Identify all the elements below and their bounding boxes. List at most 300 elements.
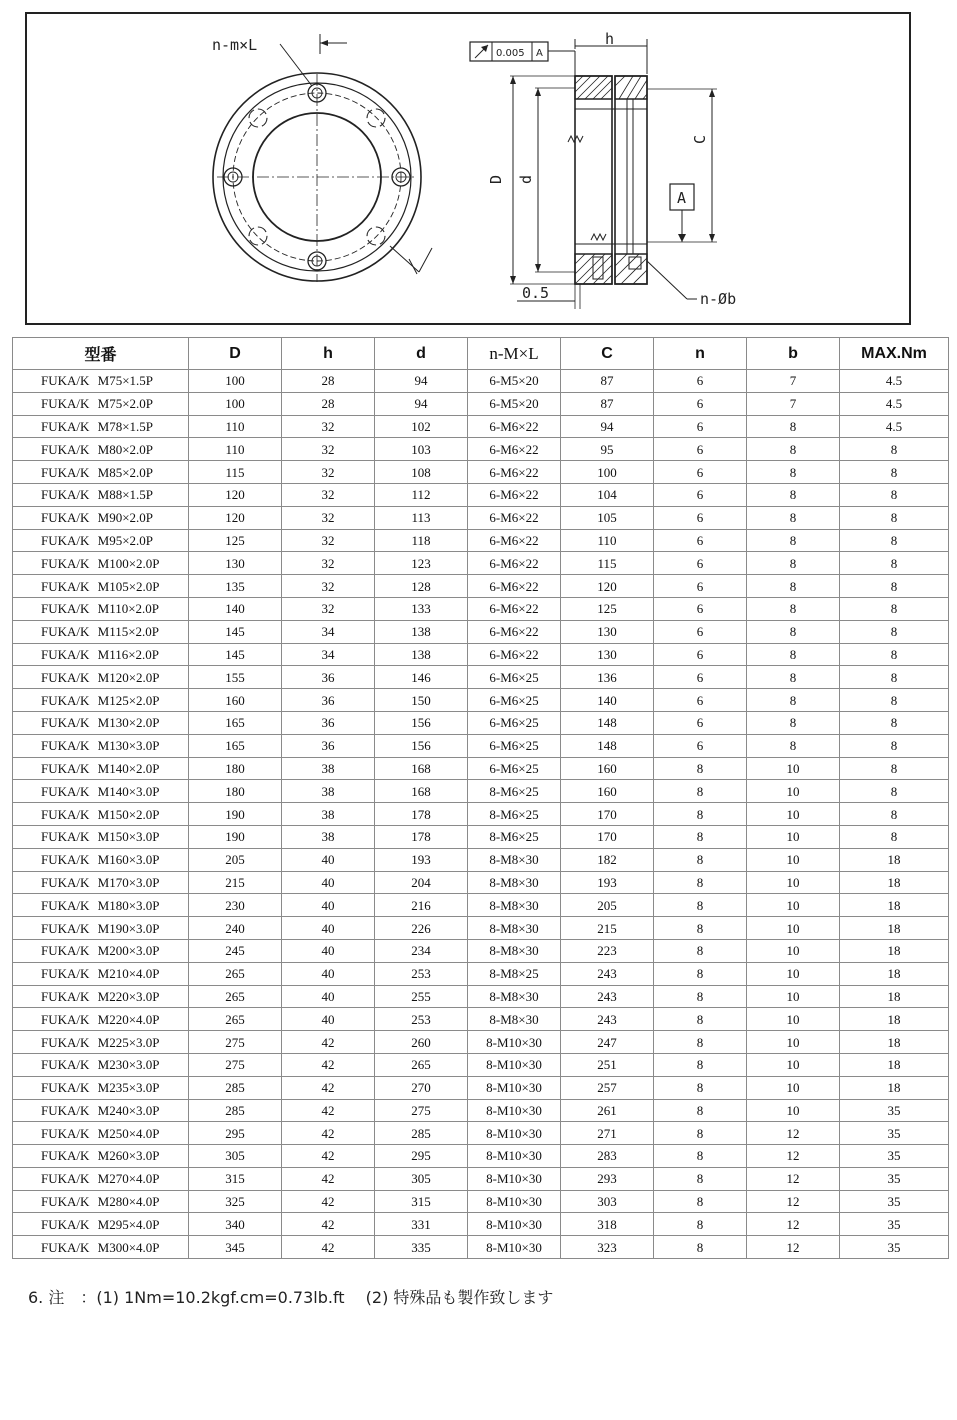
cell-max-torque: 18 xyxy=(840,1076,949,1099)
cell-max-torque: 4.5 xyxy=(840,392,949,415)
cell-D: 100 xyxy=(189,392,282,415)
cell-d: 146 xyxy=(375,666,468,689)
cell-D: 120 xyxy=(189,506,282,529)
cell-h: 36 xyxy=(282,666,375,689)
cell-C: 115 xyxy=(561,552,654,575)
cell-n: 8 xyxy=(654,848,747,871)
cell-h: 32 xyxy=(282,575,375,598)
cell-C: 160 xyxy=(561,780,654,803)
cell-model: FUKA/K M180×3.0P xyxy=(13,894,189,917)
tolerance-value: 0.005 xyxy=(496,48,525,59)
cell-max-torque: 35 xyxy=(840,1190,949,1213)
cell-C: 87 xyxy=(561,392,654,415)
cell-thread: 6-M6×25 xyxy=(468,689,561,712)
cell-C: 223 xyxy=(561,939,654,962)
cell-thread: 8-M10×30 xyxy=(468,1053,561,1076)
cell-model: FUKA/K M280×4.0P xyxy=(13,1190,189,1213)
cell-D: 275 xyxy=(189,1053,282,1076)
table-row xyxy=(13,415,949,438)
cell-max-torque: 8 xyxy=(840,552,949,575)
cell-D: 100 xyxy=(189,370,282,393)
cell-h: 40 xyxy=(282,939,375,962)
cell-thread: 8-M8×30 xyxy=(468,939,561,962)
cell-D: 190 xyxy=(189,825,282,848)
cell-d: 133 xyxy=(375,597,468,620)
table-row xyxy=(13,620,949,643)
cell-h: 40 xyxy=(282,894,375,917)
cell-D: 215 xyxy=(189,871,282,894)
table-row xyxy=(13,962,949,985)
cell-n: 8 xyxy=(654,1053,747,1076)
cell-thread: 6-M6×25 xyxy=(468,666,561,689)
cell-h: 32 xyxy=(282,483,375,506)
cell-n: 8 xyxy=(654,757,747,780)
cell-C: 261 xyxy=(561,1099,654,1122)
cell-D: 145 xyxy=(189,643,282,666)
table-row xyxy=(13,1053,949,1076)
cell-C: 130 xyxy=(561,643,654,666)
cell-b: 10 xyxy=(747,871,840,894)
cell-h: 42 xyxy=(282,1213,375,1236)
cell-n: 6 xyxy=(654,370,747,393)
cell-h: 40 xyxy=(282,917,375,940)
cell-D: 265 xyxy=(189,1008,282,1031)
cell-model: FUKA/K M116×2.0P xyxy=(13,643,189,666)
cell-d: 255 xyxy=(375,985,468,1008)
cell-max-torque: 8 xyxy=(840,597,949,620)
cell-D: 265 xyxy=(189,985,282,1008)
cell-d: 113 xyxy=(375,506,468,529)
cell-d: 193 xyxy=(375,848,468,871)
header-n: n xyxy=(654,338,747,370)
cell-D: 345 xyxy=(189,1236,282,1259)
cell-max-torque: 35 xyxy=(840,1122,949,1145)
table-row xyxy=(13,666,949,689)
cell-b: 7 xyxy=(747,392,840,415)
cell-d: 112 xyxy=(375,483,468,506)
cell-thread: 8-M6×25 xyxy=(468,825,561,848)
cell-C: 100 xyxy=(561,461,654,484)
cell-h: 32 xyxy=(282,438,375,461)
table-row xyxy=(13,1236,949,1259)
cell-max-torque: 8 xyxy=(840,757,949,780)
header-thread: n-M×L xyxy=(468,338,561,370)
cell-b: 10 xyxy=(747,780,840,803)
cell-D: 165 xyxy=(189,734,282,757)
cell-D: 305 xyxy=(189,1145,282,1168)
table-row xyxy=(13,1099,949,1122)
cell-h: 32 xyxy=(282,597,375,620)
cell-thread: 6-M6×25 xyxy=(468,734,561,757)
cell-thread: 6-M6×22 xyxy=(468,575,561,598)
cell-d: 253 xyxy=(375,962,468,985)
cell-thread: 8-M8×30 xyxy=(468,848,561,871)
cell-b: 12 xyxy=(747,1145,840,1168)
cell-d: 102 xyxy=(375,415,468,438)
cell-D: 125 xyxy=(189,529,282,552)
cell-C: 95 xyxy=(561,438,654,461)
cell-n: 8 xyxy=(654,825,747,848)
cell-b: 7 xyxy=(747,370,840,393)
cell-C: 130 xyxy=(561,620,654,643)
table-row xyxy=(13,757,949,780)
cell-thread: 6-M6×25 xyxy=(468,757,561,780)
table-row xyxy=(13,734,949,757)
cell-d: 260 xyxy=(375,1031,468,1054)
cell-n: 6 xyxy=(654,552,747,575)
cell-n: 6 xyxy=(654,529,747,552)
cell-max-torque: 8 xyxy=(840,666,949,689)
footnote: 6. 注 ：(1) 1Nm=10.2kgf.cm=0.73lb.ft (2) 特殊品も製作致します xyxy=(28,1288,554,1307)
cell-d: 315 xyxy=(375,1190,468,1213)
cell-model: FUKA/K M160×3.0P xyxy=(13,848,189,871)
cell-d: 108 xyxy=(375,461,468,484)
cell-d: 118 xyxy=(375,529,468,552)
table-row xyxy=(13,506,949,529)
cell-b: 10 xyxy=(747,917,840,940)
header-row xyxy=(13,338,949,370)
spec-table xyxy=(12,337,949,1259)
cell-b: 12 xyxy=(747,1190,840,1213)
cell-h: 42 xyxy=(282,1099,375,1122)
table-row xyxy=(13,1190,949,1213)
cell-thread: 8-M8×30 xyxy=(468,917,561,940)
cell-h: 28 xyxy=(282,370,375,393)
cell-b: 8 xyxy=(747,620,840,643)
cell-b: 8 xyxy=(747,666,840,689)
cell-D: 285 xyxy=(189,1076,282,1099)
cell-b: 10 xyxy=(747,962,840,985)
cell-n: 6 xyxy=(654,438,747,461)
table-row xyxy=(13,597,949,620)
cell-thread: 8-M8×30 xyxy=(468,894,561,917)
cell-model: FUKA/K M260×3.0P xyxy=(13,1145,189,1168)
cell-n: 6 xyxy=(654,392,747,415)
cell-h: 42 xyxy=(282,1190,375,1213)
cell-max-torque: 18 xyxy=(840,939,949,962)
cell-b: 8 xyxy=(747,575,840,598)
cell-C: 94 xyxy=(561,415,654,438)
table-row xyxy=(13,529,949,552)
cell-b: 10 xyxy=(747,1008,840,1031)
cell-model: FUKA/K M220×4.0P xyxy=(13,1008,189,1031)
cell-n: 8 xyxy=(654,939,747,962)
cell-max-torque: 8 xyxy=(840,529,949,552)
section-view xyxy=(470,39,717,309)
cell-model: FUKA/K M88×1.5P xyxy=(13,483,189,506)
cell-C: 120 xyxy=(561,575,654,598)
cell-max-torque: 8 xyxy=(840,825,949,848)
cell-h: 40 xyxy=(282,1008,375,1031)
cell-max-torque: 8 xyxy=(840,643,949,666)
technical-drawing xyxy=(25,12,911,325)
cell-max-torque: 8 xyxy=(840,438,949,461)
cell-D: 155 xyxy=(189,666,282,689)
cell-model: FUKA/K M95×2.0P xyxy=(13,529,189,552)
cell-D: 265 xyxy=(189,962,282,985)
cell-max-torque: 4.5 xyxy=(840,370,949,393)
cell-b: 10 xyxy=(747,1031,840,1054)
cell-D: 275 xyxy=(189,1031,282,1054)
cell-n: 6 xyxy=(654,689,747,712)
cell-d: 178 xyxy=(375,803,468,826)
table-row xyxy=(13,1122,949,1145)
cell-d: 156 xyxy=(375,734,468,757)
cell-h: 38 xyxy=(282,780,375,803)
cell-C: 257 xyxy=(561,1076,654,1099)
table-row xyxy=(13,461,949,484)
cell-n: 8 xyxy=(654,894,747,917)
cell-max-torque: 35 xyxy=(840,1099,949,1122)
cell-C: 104 xyxy=(561,483,654,506)
cell-D: 295 xyxy=(189,1122,282,1145)
cell-D: 245 xyxy=(189,939,282,962)
header-d: d xyxy=(375,338,468,370)
cell-d: 204 xyxy=(375,871,468,894)
cell-C: 182 xyxy=(561,848,654,871)
cell-model: FUKA/K M200×3.0P xyxy=(13,939,189,962)
thread-callout: n-m×L xyxy=(212,36,258,54)
cell-b: 8 xyxy=(747,711,840,734)
cell-b: 8 xyxy=(747,438,840,461)
cell-model: FUKA/K M115×2.0P xyxy=(13,620,189,643)
cell-d: 335 xyxy=(375,1236,468,1259)
cell-C: 148 xyxy=(561,734,654,757)
cell-h: 36 xyxy=(282,734,375,757)
cell-n: 6 xyxy=(654,734,747,757)
cell-model: FUKA/K M80×2.0P xyxy=(13,438,189,461)
cell-h: 34 xyxy=(282,643,375,666)
cell-C: 243 xyxy=(561,985,654,1008)
cell-h: 42 xyxy=(282,1076,375,1099)
cell-max-torque: 8 xyxy=(840,461,949,484)
cell-model: FUKA/K M300×4.0P xyxy=(13,1236,189,1259)
cell-D: 120 xyxy=(189,483,282,506)
cell-h: 32 xyxy=(282,415,375,438)
cell-max-torque: 8 xyxy=(840,780,949,803)
header-C: C xyxy=(561,338,654,370)
cell-h: 40 xyxy=(282,848,375,871)
cell-model: FUKA/K M295×4.0P xyxy=(13,1213,189,1236)
cell-C: 140 xyxy=(561,689,654,712)
cell-d: 331 xyxy=(375,1213,468,1236)
cell-n: 8 xyxy=(654,1031,747,1054)
cell-thread: 6-M5×20 xyxy=(468,392,561,415)
cell-d: 178 xyxy=(375,825,468,848)
cell-C: 247 xyxy=(561,1031,654,1054)
cell-b: 8 xyxy=(747,597,840,620)
cell-b: 10 xyxy=(747,757,840,780)
cell-h: 42 xyxy=(282,1145,375,1168)
cell-b: 8 xyxy=(747,734,840,757)
cell-thread: 6-M6×22 xyxy=(468,415,561,438)
cell-thread: 8-M10×30 xyxy=(468,1076,561,1099)
cell-C: 323 xyxy=(561,1236,654,1259)
cell-model: FUKA/K M270×4.0P xyxy=(13,1167,189,1190)
cell-n: 8 xyxy=(654,1190,747,1213)
cell-C: 87 xyxy=(561,370,654,393)
cell-b: 12 xyxy=(747,1213,840,1236)
cell-D: 140 xyxy=(189,597,282,620)
cell-d: 305 xyxy=(375,1167,468,1190)
cell-C: 125 xyxy=(561,597,654,620)
table-row xyxy=(13,1031,949,1054)
cell-max-torque: 35 xyxy=(840,1167,949,1190)
cell-b: 8 xyxy=(747,529,840,552)
cell-max-torque: 8 xyxy=(840,483,949,506)
cell-h: 38 xyxy=(282,757,375,780)
cell-D: 230 xyxy=(189,894,282,917)
dim-C-label: C xyxy=(691,134,709,144)
cell-n: 6 xyxy=(654,597,747,620)
cell-b: 8 xyxy=(747,415,840,438)
cell-n: 8 xyxy=(654,1213,747,1236)
cell-D: 180 xyxy=(189,757,282,780)
cell-n: 8 xyxy=(654,985,747,1008)
cell-C: 243 xyxy=(561,1008,654,1031)
cell-max-torque: 8 xyxy=(840,711,949,734)
cell-h: 32 xyxy=(282,506,375,529)
cell-d: 253 xyxy=(375,1008,468,1031)
table-row xyxy=(13,871,949,894)
cell-n: 6 xyxy=(654,415,747,438)
cell-b: 8 xyxy=(747,506,840,529)
cell-h: 34 xyxy=(282,620,375,643)
table-row xyxy=(13,1076,949,1099)
cell-thread: 8-M10×30 xyxy=(468,1236,561,1259)
table-row xyxy=(13,483,949,506)
cell-C: 193 xyxy=(561,871,654,894)
cell-b: 8 xyxy=(747,689,840,712)
cell-b: 10 xyxy=(747,985,840,1008)
cell-max-torque: 8 xyxy=(840,575,949,598)
cell-model: FUKA/K M140×3.0P xyxy=(13,780,189,803)
cell-model: FUKA/K M90×2.0P xyxy=(13,506,189,529)
table-row xyxy=(13,1008,949,1031)
cell-thread: 8-M10×30 xyxy=(468,1167,561,1190)
cell-thread: 6-M6×22 xyxy=(468,438,561,461)
cell-d: 234 xyxy=(375,939,468,962)
cell-model: FUKA/K M78×1.5P xyxy=(13,415,189,438)
cell-model: FUKA/K M235×3.0P xyxy=(13,1076,189,1099)
cell-b: 10 xyxy=(747,848,840,871)
cell-n: 8 xyxy=(654,1236,747,1259)
table-row xyxy=(13,370,949,393)
cell-C: 215 xyxy=(561,917,654,940)
cell-max-torque: 18 xyxy=(840,1008,949,1031)
cell-thread: 8-M10×30 xyxy=(468,1190,561,1213)
cell-C: 283 xyxy=(561,1145,654,1168)
cell-h: 38 xyxy=(282,825,375,848)
cell-d: 216 xyxy=(375,894,468,917)
cell-h: 32 xyxy=(282,461,375,484)
cell-b: 8 xyxy=(747,643,840,666)
cell-max-torque: 4.5 xyxy=(840,415,949,438)
cell-max-torque: 8 xyxy=(840,689,949,712)
cell-n: 8 xyxy=(654,962,747,985)
cell-model: FUKA/K M110×2.0P xyxy=(13,597,189,620)
cell-n: 6 xyxy=(654,666,747,689)
cell-C: 170 xyxy=(561,825,654,848)
cell-b: 10 xyxy=(747,803,840,826)
cell-max-torque: 18 xyxy=(840,1053,949,1076)
cell-thread: 8-M10×30 xyxy=(468,1213,561,1236)
cell-d: 103 xyxy=(375,438,468,461)
cell-thread: 6-M6×22 xyxy=(468,461,561,484)
drawing-svg xyxy=(27,14,911,325)
cell-D: 285 xyxy=(189,1099,282,1122)
cell-d: 265 xyxy=(375,1053,468,1076)
cell-thread: 8-M8×30 xyxy=(468,1008,561,1031)
table-row xyxy=(13,780,949,803)
cell-h: 42 xyxy=(282,1031,375,1054)
cell-model: FUKA/K M120×2.0P xyxy=(13,666,189,689)
table-row xyxy=(13,552,949,575)
cell-thread: 8-M10×30 xyxy=(468,1122,561,1145)
cell-d: 128 xyxy=(375,575,468,598)
cell-h: 28 xyxy=(282,392,375,415)
table-row xyxy=(13,643,949,666)
cell-model: FUKA/K M170×3.0P xyxy=(13,871,189,894)
cell-thread: 6-M6×25 xyxy=(468,711,561,734)
table-row xyxy=(13,894,949,917)
cell-b: 10 xyxy=(747,1076,840,1099)
table-row xyxy=(13,825,949,848)
table-row xyxy=(13,1213,949,1236)
cell-C: 136 xyxy=(561,666,654,689)
cell-d: 94 xyxy=(375,392,468,415)
cell-max-torque: 8 xyxy=(840,620,949,643)
cell-model: FUKA/K M130×2.0P xyxy=(13,711,189,734)
cell-b: 8 xyxy=(747,483,840,506)
cell-n: 8 xyxy=(654,1008,747,1031)
header-max-torque: MAX.Nm xyxy=(840,338,949,370)
dim-D-label: D xyxy=(487,174,505,184)
cell-n: 8 xyxy=(654,1145,747,1168)
cell-C: 303 xyxy=(561,1190,654,1213)
cell-thread: 6-M6×22 xyxy=(468,529,561,552)
table-row xyxy=(13,985,949,1008)
cell-b: 12 xyxy=(747,1167,840,1190)
dim-offset-label: 0.5 xyxy=(522,284,550,302)
cell-b: 10 xyxy=(747,894,840,917)
cell-thread: 6-M6×22 xyxy=(468,506,561,529)
table-row xyxy=(13,939,949,962)
cell-h: 42 xyxy=(282,1167,375,1190)
cell-d: 94 xyxy=(375,370,468,393)
cell-h: 36 xyxy=(282,689,375,712)
cell-n: 6 xyxy=(654,483,747,506)
cell-D: 205 xyxy=(189,848,282,871)
cell-max-torque: 8 xyxy=(840,803,949,826)
cell-d: 168 xyxy=(375,780,468,803)
cell-D: 115 xyxy=(189,461,282,484)
cell-n: 6 xyxy=(654,575,747,598)
cell-thread: 8-M6×25 xyxy=(468,803,561,826)
table-header xyxy=(13,338,949,370)
header-D: D xyxy=(189,338,282,370)
cell-thread: 6-M6×22 xyxy=(468,483,561,506)
cell-h: 40 xyxy=(282,871,375,894)
cell-n: 6 xyxy=(654,643,747,666)
table-body xyxy=(13,370,949,1259)
cell-h: 42 xyxy=(282,1053,375,1076)
cell-thread: 8-M8×25 xyxy=(468,962,561,985)
cell-D: 340 xyxy=(189,1213,282,1236)
cell-thread: 8-M8×30 xyxy=(468,985,561,1008)
table-row xyxy=(13,392,949,415)
cell-C: 293 xyxy=(561,1167,654,1190)
